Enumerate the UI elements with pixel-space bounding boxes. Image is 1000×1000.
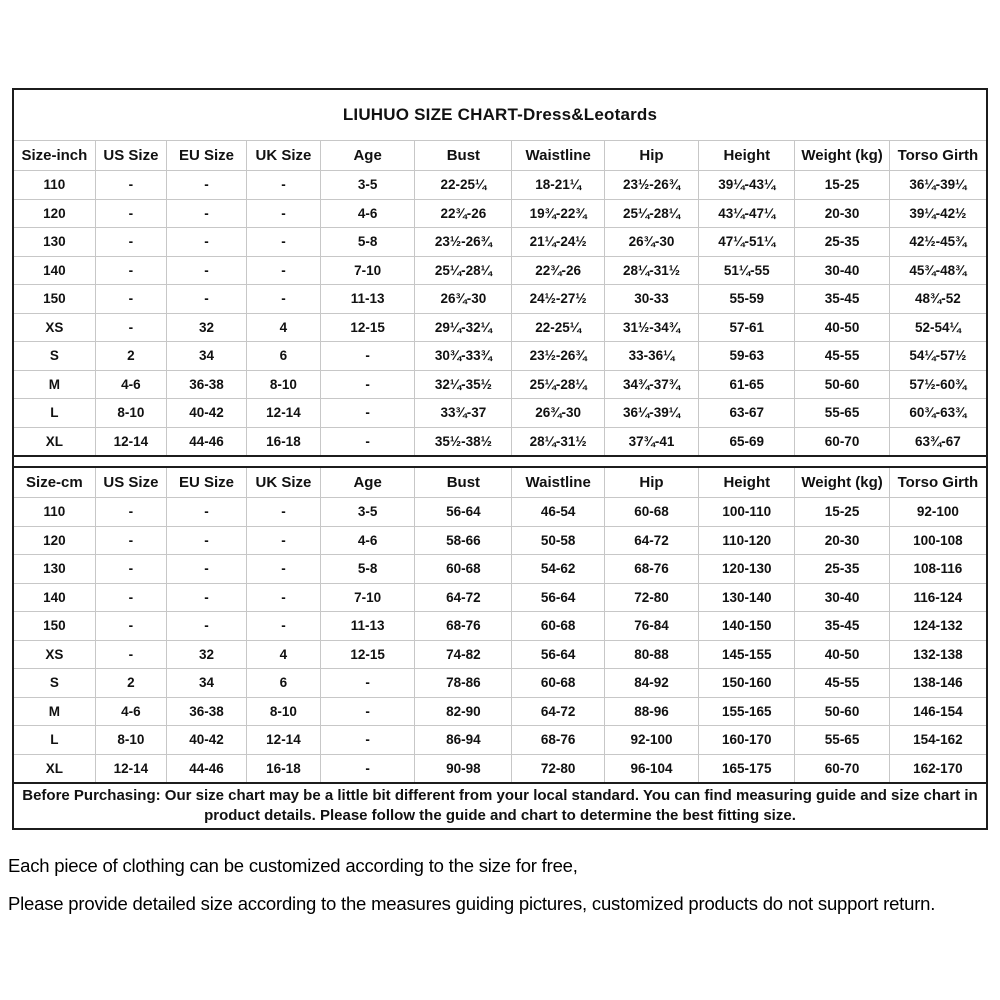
table-cell: - <box>167 199 247 228</box>
column-header: Waistline <box>512 141 604 171</box>
table-cell: 15-25 <box>795 498 889 527</box>
table-cell: 56-64 <box>512 583 604 612</box>
table-cell: 12-15 <box>320 313 414 342</box>
table-cell: 30-40 <box>795 583 889 612</box>
table-cell: 2 <box>95 342 166 371</box>
table-cell: 92-100 <box>604 726 698 755</box>
table-cell: 29¼-32¼ <box>415 313 512 342</box>
table-cell: - <box>246 285 320 314</box>
table-row <box>14 285 986 314</box>
table-cell: - <box>320 370 414 399</box>
table-cell: 33¾-37 <box>415 399 512 428</box>
table-cell: 4 <box>246 313 320 342</box>
table-cell: 23½-26¾ <box>415 228 512 257</box>
table-cell: - <box>95 171 166 200</box>
table-cell: 74-82 <box>415 640 512 669</box>
table-cell: 55-59 <box>699 285 795 314</box>
table-cell: 30-33 <box>604 285 698 314</box>
table-cell: 132-138 <box>889 640 986 669</box>
column-header: Bust <box>415 141 512 171</box>
table-cell: - <box>95 313 166 342</box>
table-cell: M <box>14 697 95 726</box>
table-cell: 72-80 <box>512 754 604 782</box>
table-cell: 22¾-26 <box>512 256 604 285</box>
table-cell: - <box>95 256 166 285</box>
table-cell: 20-30 <box>795 199 889 228</box>
table-cell: 40-42 <box>167 726 247 755</box>
table-cell: 25-35 <box>795 555 889 584</box>
table-cell: S <box>14 669 95 698</box>
table-cell: 12-14 <box>95 427 166 455</box>
table-cell: - <box>320 754 414 782</box>
column-header: Torso Girth <box>889 468 986 498</box>
table-cell: 54¼-57½ <box>889 342 986 371</box>
table-cell: 55-65 <box>795 399 889 428</box>
table-row <box>14 498 986 527</box>
table-cell: XS <box>14 313 95 342</box>
table-row <box>14 555 986 584</box>
table-cell: 84-92 <box>604 669 698 698</box>
table-cell: 68-76 <box>604 555 698 584</box>
table-cell: 23½-26¾ <box>512 342 604 371</box>
table-cell: 44-46 <box>167 427 247 455</box>
column-header: Size-cm <box>14 468 95 498</box>
table-cell: 80-88 <box>604 640 698 669</box>
table-cell: 145-155 <box>699 640 795 669</box>
table-row <box>14 612 986 641</box>
table-cell: 33-36¼ <box>604 342 698 371</box>
table-cell: 30-40 <box>795 256 889 285</box>
table-cell: 26¾-30 <box>512 399 604 428</box>
table-cell: 57-61 <box>699 313 795 342</box>
table-cell: 32¼-35½ <box>415 370 512 399</box>
table-cell: 60-68 <box>512 612 604 641</box>
table-cell: 36-38 <box>167 370 247 399</box>
table-cell: 78-86 <box>415 669 512 698</box>
table-cell: 60-68 <box>415 555 512 584</box>
table-cell: 52-54¼ <box>889 313 986 342</box>
table-cell: 12-15 <box>320 640 414 669</box>
table-cell: 50-60 <box>795 697 889 726</box>
table-cell: 108-116 <box>889 555 986 584</box>
table-cell: 82-90 <box>415 697 512 726</box>
table-cell: 138-146 <box>889 669 986 698</box>
table-cell: 63¾-67 <box>889 427 986 455</box>
table-cell: 92-100 <box>889 498 986 527</box>
table-cell: 116-124 <box>889 583 986 612</box>
table-cell: 8-10 <box>246 697 320 726</box>
table-cell: 56-64 <box>415 498 512 527</box>
table-cell: L <box>14 726 95 755</box>
table-cell: 86-94 <box>415 726 512 755</box>
table-cell: 36¼-39¼ <box>604 399 698 428</box>
table-cell: L <box>14 399 95 428</box>
table-cell: 35-45 <box>795 285 889 314</box>
column-header: US Size <box>95 141 166 171</box>
table-cell: 4 <box>246 640 320 669</box>
table-cell: 50-58 <box>512 526 604 555</box>
table-cell: 31½-34¾ <box>604 313 698 342</box>
table-cell: 25-35 <box>795 228 889 257</box>
table-cell: 120 <box>14 526 95 555</box>
table-cell: 35½-38½ <box>415 427 512 455</box>
table-row <box>14 669 986 698</box>
table-cell: 20-30 <box>795 526 889 555</box>
column-header: Hip <box>604 141 698 171</box>
table-cell: 154-162 <box>889 726 986 755</box>
table-cell: 150 <box>14 612 95 641</box>
table-cell: 8-10 <box>95 726 166 755</box>
table-cell: 110-120 <box>699 526 795 555</box>
table-cell: - <box>246 256 320 285</box>
table-cell: 64-72 <box>415 583 512 612</box>
column-header: Height <box>699 141 795 171</box>
table-cell: 57½-60¾ <box>889 370 986 399</box>
table-cell: 43¼-47¼ <box>699 199 795 228</box>
table-cell: 37¾-41 <box>604 427 698 455</box>
table-cell: - <box>95 228 166 257</box>
column-header: UK Size <box>246 468 320 498</box>
table-cell: 35-45 <box>795 612 889 641</box>
table-cell: 65-69 <box>699 427 795 455</box>
header-row <box>14 141 986 171</box>
table-cell: 7-10 <box>320 256 414 285</box>
table-cell: 8-10 <box>246 370 320 399</box>
table-cell: XL <box>14 427 95 455</box>
table-row <box>14 199 986 228</box>
table-cell: 40-50 <box>795 640 889 669</box>
table-cell: XS <box>14 640 95 669</box>
table-cell: - <box>320 726 414 755</box>
table-cell: 25¼-28¼ <box>512 370 604 399</box>
table-cell: 140 <box>14 256 95 285</box>
table-cell: 51¼-55 <box>699 256 795 285</box>
table-cell: - <box>167 171 247 200</box>
table-row <box>14 640 986 669</box>
table-cell: 130-140 <box>699 583 795 612</box>
table-cell: 28¼-31½ <box>512 427 604 455</box>
table-row <box>14 399 986 428</box>
table-cell: 100-108 <box>889 526 986 555</box>
table-cell: 23½-26¾ <box>604 171 698 200</box>
table-cell: 56-64 <box>512 640 604 669</box>
table-cell: 34¾-37¾ <box>604 370 698 399</box>
table-cell: 28¼-31½ <box>604 256 698 285</box>
table-cell: 25¼-28¼ <box>604 199 698 228</box>
chart-title: LIUHUO SIZE CHART-Dress&Leotards <box>14 90 986 141</box>
table-cell: 60-70 <box>795 427 889 455</box>
table-cell: 124-132 <box>889 612 986 641</box>
table-cell: 54-62 <box>512 555 604 584</box>
table-cell: 162-170 <box>889 754 986 782</box>
table-cell: 110 <box>14 498 95 527</box>
table-row <box>14 583 986 612</box>
column-header: EU Size <box>167 468 247 498</box>
table-cell: 21¼-24½ <box>512 228 604 257</box>
table-cell: - <box>167 526 247 555</box>
table-cell: 36¼-39¼ <box>889 171 986 200</box>
footer-note-customization: Each piece of clothing can be customized according to the size for free, <box>8 855 578 876</box>
table-cell: 16-18 <box>246 754 320 782</box>
table-cell: 15-25 <box>795 171 889 200</box>
table-cell: 39¼-43¼ <box>699 171 795 200</box>
table-cell: - <box>246 583 320 612</box>
table-cell: 165-175 <box>699 754 795 782</box>
table-cell: - <box>167 612 247 641</box>
table-cell: - <box>320 669 414 698</box>
table-cell: 3-5 <box>320 171 414 200</box>
table-cell: 24½-27½ <box>512 285 604 314</box>
table-cell: XL <box>14 754 95 782</box>
column-header: Hip <box>604 468 698 498</box>
table-cell: - <box>167 285 247 314</box>
table-cell: 11-13 <box>320 612 414 641</box>
column-header: Weight (kg) <box>795 141 889 171</box>
table-cell: 4-6 <box>320 526 414 555</box>
table-cell: - <box>167 498 247 527</box>
table-cell: - <box>95 285 166 314</box>
table-row <box>14 754 986 782</box>
table-cell: - <box>246 555 320 584</box>
table-cell: 30¾-33¾ <box>415 342 512 371</box>
table-cell: 140-150 <box>699 612 795 641</box>
table-row <box>14 697 986 726</box>
column-header: Age <box>320 141 414 171</box>
table-cell: 120-130 <box>699 555 795 584</box>
table-cell: 2 <box>95 669 166 698</box>
table-cell: 45-55 <box>795 342 889 371</box>
table-cell: S <box>14 342 95 371</box>
table-cell: 58-66 <box>415 526 512 555</box>
table-cell: 32 <box>167 313 247 342</box>
table-cell: 130 <box>14 228 95 257</box>
column-header: Size-inch <box>14 141 95 171</box>
table-cell: 76-84 <box>604 612 698 641</box>
table-row <box>14 313 986 342</box>
table-cell: 88-96 <box>604 697 698 726</box>
table-cell: 130 <box>14 555 95 584</box>
size-chart <box>12 88 988 830</box>
column-header: Torso Girth <box>889 141 986 171</box>
table-cell: 63-67 <box>699 399 795 428</box>
table-cell: 19¾-22¾ <box>512 199 604 228</box>
table-row <box>14 427 986 455</box>
table-cell: 26¾-30 <box>604 228 698 257</box>
table-cell: 155-165 <box>699 697 795 726</box>
table-cell: - <box>246 526 320 555</box>
table-cell: 150-160 <box>699 669 795 698</box>
table-cell: 150 <box>14 285 95 314</box>
table-cell: 7-10 <box>320 583 414 612</box>
size-table-inch <box>14 141 986 455</box>
footer-note-return-policy: Please provide detailed size according to the measures guiding pictures, customized products do not support return. <box>8 893 936 914</box>
table-cell: 12-14 <box>246 726 320 755</box>
table-cell: 22-25¼ <box>415 171 512 200</box>
column-header: Age <box>320 468 414 498</box>
column-header: Weight (kg) <box>795 468 889 498</box>
table-cell: 18-21¼ <box>512 171 604 200</box>
table-cell: 42½-45¾ <box>889 228 986 257</box>
table-cell: 34 <box>167 669 247 698</box>
table-cell: 6 <box>246 342 320 371</box>
table-cell: 36-38 <box>167 697 247 726</box>
table-cell: - <box>95 583 166 612</box>
header-row <box>14 468 986 498</box>
table-row <box>14 526 986 555</box>
table-cell: 60¾-63¾ <box>889 399 986 428</box>
table-cell: 47¼-51¼ <box>699 228 795 257</box>
table-cell: 50-60 <box>795 370 889 399</box>
table-cell: 5-8 <box>320 228 414 257</box>
column-header: UK Size <box>246 141 320 171</box>
table-row <box>14 726 986 755</box>
column-header: EU Size <box>167 141 247 171</box>
purchase-note: Before Purchasing: Our size chart may be a little bit different from your local standard. You can find measuring guide and size chart in product details. Please follow the guide and chart to determine the best fitting size. <box>14 782 986 828</box>
table-cell: M <box>14 370 95 399</box>
table-cell: - <box>167 228 247 257</box>
table-cell: 60-68 <box>512 669 604 698</box>
table-cell: 26¾-30 <box>415 285 512 314</box>
table-cell: 45-55 <box>795 669 889 698</box>
table-cell: 4-6 <box>95 370 166 399</box>
table-cell: 90-98 <box>415 754 512 782</box>
table-cell: - <box>95 199 166 228</box>
table-row <box>14 370 986 399</box>
column-header: Height <box>699 468 795 498</box>
table-cell: 22¾-26 <box>415 199 512 228</box>
table-cell: - <box>246 199 320 228</box>
table-cell: 12-14 <box>95 754 166 782</box>
table-cell: 4-6 <box>95 697 166 726</box>
table-cell: 140 <box>14 583 95 612</box>
table-cell: 4-6 <box>320 199 414 228</box>
column-header: US Size <box>95 468 166 498</box>
table-cell: 16-18 <box>246 427 320 455</box>
table-cell: 96-104 <box>604 754 698 782</box>
table-cell: 48¾-52 <box>889 285 986 314</box>
table-cell: 39¼-42½ <box>889 199 986 228</box>
table-cell: - <box>246 228 320 257</box>
table-cell: - <box>320 399 414 428</box>
table-cell: - <box>167 256 247 285</box>
table-cell: - <box>320 427 414 455</box>
table-cell: 68-76 <box>512 726 604 755</box>
table-cell: 8-10 <box>95 399 166 428</box>
table-cell: 60-68 <box>604 498 698 527</box>
table-cell: 60-70 <box>795 754 889 782</box>
table-cell: - <box>95 640 166 669</box>
table-spacer <box>14 455 986 468</box>
table-cell: 3-5 <box>320 498 414 527</box>
table-cell: 64-72 <box>604 526 698 555</box>
table-cell: 146-154 <box>889 697 986 726</box>
table-cell: - <box>246 171 320 200</box>
table-cell: 110 <box>14 171 95 200</box>
column-header: Waistline <box>512 468 604 498</box>
table-cell: 40-42 <box>167 399 247 428</box>
table-row <box>14 171 986 200</box>
table-cell: 5-8 <box>320 555 414 584</box>
table-cell: 55-65 <box>795 726 889 755</box>
table-cell: 160-170 <box>699 726 795 755</box>
table-cell: 40-50 <box>795 313 889 342</box>
table-cell: 59-63 <box>699 342 795 371</box>
table-cell: - <box>320 342 414 371</box>
table-row <box>14 256 986 285</box>
table-cell: - <box>246 498 320 527</box>
table-cell: 100-110 <box>699 498 795 527</box>
table-cell: - <box>95 555 166 584</box>
table-cell: 32 <box>167 640 247 669</box>
column-header: Bust <box>415 468 512 498</box>
table-cell: 11-13 <box>320 285 414 314</box>
table-cell: 46-54 <box>512 498 604 527</box>
table-cell: - <box>246 612 320 641</box>
table-cell: - <box>167 555 247 584</box>
table-cell: 44-46 <box>167 754 247 782</box>
table-cell: 64-72 <box>512 697 604 726</box>
table-cell: - <box>320 697 414 726</box>
table-cell: 12-14 <box>246 399 320 428</box>
table-cell: 68-76 <box>415 612 512 641</box>
table-cell: 25¼-28¼ <box>415 256 512 285</box>
table-cell: 22-25¼ <box>512 313 604 342</box>
table-cell: 34 <box>167 342 247 371</box>
table-row <box>14 342 986 371</box>
table-cell: 6 <box>246 669 320 698</box>
table-cell: - <box>95 526 166 555</box>
table-cell: 120 <box>14 199 95 228</box>
table-row <box>14 228 986 257</box>
table-cell: - <box>167 583 247 612</box>
table-cell: 45¾-48¾ <box>889 256 986 285</box>
table-cell: 72-80 <box>604 583 698 612</box>
table-cell: - <box>95 612 166 641</box>
table-cell: - <box>95 498 166 527</box>
size-table-cm <box>14 468 986 782</box>
table-cell: 61-65 <box>699 370 795 399</box>
